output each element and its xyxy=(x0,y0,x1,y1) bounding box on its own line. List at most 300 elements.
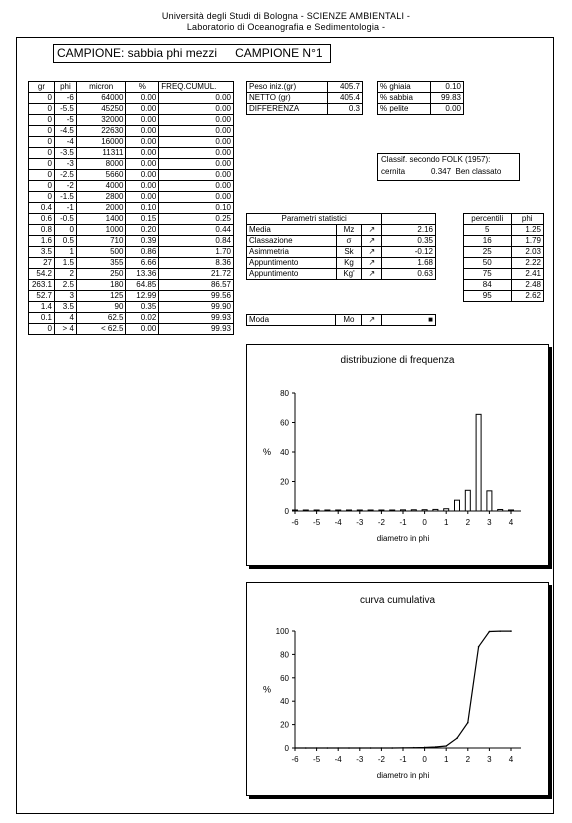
table-cell: 52.7 xyxy=(29,291,55,302)
cumulative-point xyxy=(348,747,350,749)
table-cell: 0.00 xyxy=(126,126,159,137)
histogram-bar xyxy=(303,510,308,511)
cumulative-point xyxy=(391,747,393,749)
table-cell: 0.00 xyxy=(126,137,159,148)
table-row xyxy=(29,324,234,335)
x-tick-label: 1 xyxy=(443,755,449,764)
table-cell: 0.35 xyxy=(126,302,159,313)
table-cell: 500 xyxy=(76,247,126,258)
table-cell: 1000 xyxy=(76,225,126,236)
table-cell: 0.00 xyxy=(159,181,234,192)
histogram-bar xyxy=(444,509,449,511)
x-tick-label: 2 xyxy=(465,755,471,764)
folk-value: 0.347 xyxy=(431,167,452,176)
table-cell: 0.00 xyxy=(159,93,234,104)
folk-classification xyxy=(377,153,520,181)
weight-value: 0.3 xyxy=(328,104,363,115)
table-row xyxy=(29,313,234,324)
table-cell: 0.6 xyxy=(29,214,55,225)
column-header: phi xyxy=(511,214,543,225)
table-cell: 0.00 xyxy=(159,115,234,126)
table-cell: 0.02 xyxy=(126,313,159,324)
weight-row xyxy=(247,93,363,104)
percentile-row xyxy=(464,247,544,258)
x-tick-label: 0 xyxy=(422,518,427,527)
table-cell: 90 xyxy=(76,302,126,313)
statistical-parameters-table xyxy=(246,213,436,280)
table-cell: -3 xyxy=(54,159,76,170)
y-tick-label: 60 xyxy=(280,673,289,683)
percentile-row xyxy=(464,236,544,247)
table-cell: 1400 xyxy=(76,214,126,225)
cumulative-point xyxy=(359,747,361,749)
table-cell: 0 xyxy=(29,324,55,335)
cumulative-point xyxy=(413,747,415,749)
histogram-bar xyxy=(325,510,330,511)
frequency-distribution-chart xyxy=(246,344,549,566)
histogram-bar xyxy=(433,509,438,511)
chart-title: curva cumulativa xyxy=(359,595,436,606)
table-row xyxy=(29,236,234,247)
table-row xyxy=(29,115,234,126)
table-cell: 0 xyxy=(29,115,55,126)
percentile: 25 xyxy=(464,247,512,258)
table-row xyxy=(29,214,234,225)
table-cell: 3.5 xyxy=(54,302,76,313)
table-row xyxy=(29,181,234,192)
table-cell: 16000 xyxy=(76,137,126,148)
moda-arrow: ↗ xyxy=(362,315,382,326)
table-cell: 2.5 xyxy=(54,280,76,291)
histogram-bar xyxy=(347,510,352,511)
histogram-bar xyxy=(379,510,384,511)
table-cell: -1.5 xyxy=(54,192,76,203)
x-tick-label: 2 xyxy=(465,518,471,527)
table-cell: 0.00 xyxy=(126,104,159,115)
percentile: 50 xyxy=(464,258,512,269)
percentile: 16 xyxy=(464,236,512,247)
percentiles-table xyxy=(463,213,544,302)
table-cell: 64.85 xyxy=(126,280,159,291)
fraction-value: 99.83 xyxy=(431,93,464,104)
stat-value: 2.16 xyxy=(382,225,436,236)
weight-label: Peso iniz.(gr) xyxy=(247,82,328,93)
table-cell: 0.00 xyxy=(126,192,159,203)
table-cell: 0.86 xyxy=(126,247,159,258)
x-tick-label: -3 xyxy=(356,518,364,527)
table-cell: 0 xyxy=(29,192,55,203)
cumulative-curve-chart xyxy=(246,582,549,796)
moda-symbol: Mo xyxy=(336,315,362,326)
stats-row xyxy=(247,225,436,236)
table-cell: 45250 xyxy=(76,104,126,115)
histogram-bar xyxy=(368,510,373,511)
x-tick-label: -2 xyxy=(377,518,385,527)
table-row xyxy=(29,291,234,302)
table-row xyxy=(29,126,234,137)
table-cell: -4 xyxy=(54,137,76,148)
cumulative-point xyxy=(424,747,426,749)
table-cell: 0.00 xyxy=(159,126,234,137)
table-row xyxy=(29,170,234,181)
stat-arrow: ↗ xyxy=(362,258,382,269)
table-cell: 0.4 xyxy=(29,203,55,214)
stat-symbol: Mz xyxy=(336,225,362,236)
table-cell: 0.84 xyxy=(159,236,234,247)
x-tick-label: -5 xyxy=(313,755,321,764)
table-cell: 0 xyxy=(29,93,55,104)
histogram-bar xyxy=(390,510,395,511)
grain-size-table xyxy=(28,81,234,335)
y-tick-label: 40 xyxy=(280,697,289,707)
percentile: 75 xyxy=(464,269,512,280)
table-cell: 11311 xyxy=(76,148,126,159)
sample-number: CAMPIONE N°1 xyxy=(235,46,323,60)
table-cell: 0.00 xyxy=(159,192,234,203)
percentiles-header-row xyxy=(464,214,544,225)
x-tick-label: 1 xyxy=(443,518,449,527)
histogram-bar xyxy=(314,510,319,511)
folk-description: Ben classato xyxy=(455,167,502,176)
table-row xyxy=(29,302,234,313)
table-cell: -2.5 xyxy=(54,170,76,181)
column-header: % xyxy=(126,82,159,93)
table-cell: 0.39 xyxy=(126,236,159,247)
x-axis-label: diametro in phi xyxy=(376,534,430,543)
table-cell: 0.00 xyxy=(126,159,159,170)
cumulative-point xyxy=(381,747,383,749)
table-cell: -4.5 xyxy=(54,126,76,137)
percentile-phi: 2.48 xyxy=(511,280,543,291)
table-cell: 62.5 xyxy=(76,313,126,324)
histogram-bar xyxy=(422,510,427,511)
stat-symbol: Kg xyxy=(336,258,362,269)
histogram-bar xyxy=(401,510,406,511)
table-cell: > 4 xyxy=(54,324,76,335)
table-row xyxy=(29,247,234,258)
cumulative-point xyxy=(294,747,296,749)
table-cell: 99.90 xyxy=(159,302,234,313)
moda-row xyxy=(247,315,436,326)
stat-value: 1.68 xyxy=(382,258,436,269)
cumulative-line xyxy=(295,631,511,748)
x-tick-label: -3 xyxy=(356,755,364,764)
table-cell: -6 xyxy=(54,93,76,104)
table-cell: 12.99 xyxy=(126,291,159,302)
percentile-row xyxy=(464,225,544,236)
table-cell: 0.25 xyxy=(159,214,234,225)
table-cell: 125 xyxy=(76,291,126,302)
table-cell: 99.93 xyxy=(159,313,234,324)
table-cell: 0 xyxy=(29,159,55,170)
table-row xyxy=(29,93,234,104)
table-cell: 0.44 xyxy=(159,225,234,236)
fraction-value: 0.00 xyxy=(431,104,464,115)
folk-name: cernita xyxy=(381,167,406,176)
frequency-chart-svg xyxy=(247,345,548,565)
percentile: 5 xyxy=(464,225,512,236)
table-cell: 27 xyxy=(29,258,55,269)
column-header: gr xyxy=(29,82,55,93)
x-tick-label: -4 xyxy=(334,755,342,764)
cumulative-point xyxy=(305,747,307,749)
table-cell: 0.00 xyxy=(126,148,159,159)
stat-arrow: ↗ xyxy=(362,247,382,258)
table-cell: 0 xyxy=(29,104,55,115)
table-cell: 0.1 xyxy=(29,313,55,324)
stats-title-row xyxy=(247,214,436,225)
table-row xyxy=(29,225,234,236)
moda-table xyxy=(246,314,436,326)
histogram-bar xyxy=(465,490,470,511)
fraction-label: % ghiaia xyxy=(378,82,431,93)
stat-symbol: Kg' xyxy=(336,269,362,280)
table-cell: 0.8 xyxy=(29,225,55,236)
percentile: 84 xyxy=(464,280,512,291)
stat-symbol: σ xyxy=(336,236,362,247)
table-row xyxy=(29,148,234,159)
header-laboratory: Laboratorio di Oceanografia e Sedimentologia - xyxy=(186,22,386,32)
stat-arrow: ↗ xyxy=(362,269,382,280)
x-tick-label: -1 xyxy=(399,518,407,527)
cumulative-point xyxy=(467,722,469,724)
table-cell: 0 xyxy=(29,181,55,192)
x-tick-label: 0 xyxy=(422,755,427,764)
table-cell: 0.00 xyxy=(126,170,159,181)
table-cell: 0.00 xyxy=(159,148,234,159)
table-cell: 0.00 xyxy=(126,115,159,126)
percentile: 95 xyxy=(464,291,512,302)
table-cell: 0.10 xyxy=(126,203,159,214)
histogram-bar xyxy=(336,510,341,511)
weight-value: 405.4 xyxy=(328,93,363,104)
cumulative-chart-svg xyxy=(247,583,548,795)
cumulative-point xyxy=(402,747,404,749)
cumulative-point xyxy=(478,646,480,648)
table-cell: 0 xyxy=(29,137,55,148)
table-cell: 0 xyxy=(54,225,76,236)
table-cell: 0.00 xyxy=(126,93,159,104)
cumulative-point xyxy=(456,737,458,739)
table-cell: 0.00 xyxy=(159,137,234,148)
percentile-row xyxy=(464,291,544,302)
table-cell: 2 xyxy=(54,269,76,280)
x-tick-label: -4 xyxy=(334,518,342,527)
y-tick-label: 60 xyxy=(280,418,289,428)
stats-row xyxy=(247,269,436,280)
table-cell: 0.20 xyxy=(126,225,159,236)
stat-label: Media xyxy=(247,225,337,236)
fraction-row xyxy=(378,93,464,104)
table-cell: 13.36 xyxy=(126,269,159,280)
x-tick-label: 3 xyxy=(487,518,492,527)
table-cell: 0.10 xyxy=(159,203,234,214)
y-tick-label: 20 xyxy=(280,477,289,487)
percentile-phi: 2.22 xyxy=(511,258,543,269)
table-cell: 1 xyxy=(54,247,76,258)
stat-value: -0.12 xyxy=(382,247,436,258)
table-cell: -1 xyxy=(54,203,76,214)
percentile-phi: 2.03 xyxy=(511,247,543,258)
y-axis-label: % xyxy=(262,447,272,457)
cumulative-point xyxy=(316,747,318,749)
sample-box xyxy=(53,44,331,63)
fraction-label: % pelite xyxy=(378,104,431,115)
x-tick-label: 3 xyxy=(487,755,492,764)
table-cell: 3.5 xyxy=(29,247,55,258)
cumulative-point xyxy=(435,746,437,748)
y-tick-label: 80 xyxy=(280,650,289,660)
table-cell: 355 xyxy=(76,258,126,269)
table-cell: 0.00 xyxy=(159,159,234,170)
table-cell: 250 xyxy=(76,269,126,280)
table-cell: -2 xyxy=(54,181,76,192)
table-cell: 32000 xyxy=(76,115,126,126)
x-tick-label: 4 xyxy=(508,518,514,527)
table-cell: 0.00 xyxy=(126,181,159,192)
weights-table xyxy=(246,81,363,115)
x-axis-label: diametro in phi xyxy=(376,771,430,780)
table-cell: -3.5 xyxy=(54,148,76,159)
percentile-row xyxy=(464,269,544,280)
column-header: FREQ.CUMUL. xyxy=(159,82,234,93)
folk-title: Classif. secondo FOLK (1957): xyxy=(381,155,491,164)
cumulative-point xyxy=(445,745,447,747)
y-tick-label: 40 xyxy=(280,448,289,457)
y-tick-label: 0 xyxy=(284,744,289,753)
header-university: Università degli Studi di Bologna - SCIENZE AMBIENTALI - xyxy=(161,11,411,21)
fraction-row xyxy=(378,82,464,93)
column-header: micron xyxy=(76,82,126,93)
weight-row xyxy=(247,104,363,115)
table-cell: 2800 xyxy=(76,192,126,203)
table-cell: 21.72 xyxy=(159,269,234,280)
table-row xyxy=(29,159,234,170)
table-cell: 6.66 xyxy=(126,258,159,269)
stat-symbol: Sk xyxy=(336,247,362,258)
stat-value: 0.63 xyxy=(382,269,436,280)
column-header: phi xyxy=(54,82,76,93)
table-cell: 0 xyxy=(29,126,55,137)
table-cell: 0 xyxy=(29,170,55,181)
weight-label: DIFFERENZA xyxy=(247,104,328,115)
stats-title: Parametri statistici xyxy=(247,214,382,225)
stats-row xyxy=(247,236,436,247)
cumulative-point xyxy=(499,630,501,632)
table-cell: 0.00 xyxy=(126,324,159,335)
fraction-label: % sabbia xyxy=(378,93,431,104)
histogram-bar xyxy=(455,500,460,511)
stats-row xyxy=(247,247,436,258)
table-cell: 263.1 xyxy=(29,280,55,291)
column-header: percentili xyxy=(464,214,512,225)
histogram-bar xyxy=(509,510,514,511)
histogram-bar xyxy=(498,509,503,511)
table-row xyxy=(29,203,234,214)
percentile-row xyxy=(464,258,544,269)
table-row xyxy=(29,104,234,115)
table-cell: 99.56 xyxy=(159,291,234,302)
table-row xyxy=(29,137,234,148)
table-cell: 1.70 xyxy=(159,247,234,258)
table-cell: 8.36 xyxy=(159,258,234,269)
table-cell: 1.4 xyxy=(29,302,55,313)
x-tick-label: 4 xyxy=(508,755,514,764)
table-cell: 3 xyxy=(54,291,76,302)
table-row xyxy=(29,192,234,203)
y-tick-label: 80 xyxy=(280,389,289,398)
table-cell: 0.5 xyxy=(54,236,76,247)
table-header-row xyxy=(29,82,234,93)
table-row xyxy=(29,258,234,269)
x-tick-label: -6 xyxy=(291,755,299,764)
moda-value: ■ xyxy=(382,315,436,326)
y-tick-label: 0 xyxy=(284,507,289,516)
weight-label: NETTO (gr) xyxy=(247,93,328,104)
table-cell: 0 xyxy=(29,148,55,159)
x-tick-label: -1 xyxy=(399,755,407,764)
percentile-phi: 2.41 xyxy=(511,269,543,280)
weight-value: 405.7 xyxy=(328,82,363,93)
stat-label: Asimmetria xyxy=(247,247,337,258)
chart-title: distribuzione di frequenza xyxy=(340,355,455,366)
percentile-phi: 1.79 xyxy=(511,236,543,247)
percentile-phi: 1.25 xyxy=(511,225,543,236)
histogram-bar xyxy=(357,510,362,511)
table-cell: 99.93 xyxy=(159,324,234,335)
percentile-row xyxy=(464,280,544,291)
fraction-row xyxy=(378,104,464,115)
table-cell: 1.5 xyxy=(54,258,76,269)
stat-value: 0.35 xyxy=(382,236,436,247)
table-cell: 2000 xyxy=(76,203,126,214)
fractions-table xyxy=(377,81,464,115)
table-cell: 0.00 xyxy=(159,170,234,181)
y-axis-label: % xyxy=(262,684,272,695)
stat-label: Classazione xyxy=(247,236,337,247)
sample-label: CAMPIONE: sabbia phi mezzi xyxy=(57,46,218,60)
table-cell: 710 xyxy=(76,236,126,247)
cumulative-point xyxy=(370,747,372,749)
moda-label: Moda xyxy=(247,315,336,326)
stat-label: Appuntimento xyxy=(247,269,337,280)
table-row xyxy=(29,269,234,280)
x-tick-label: -5 xyxy=(313,518,321,527)
cumulative-point xyxy=(510,630,512,632)
histogram-bar xyxy=(476,414,481,511)
table-cell: 8000 xyxy=(76,159,126,170)
histogram-bar xyxy=(293,510,298,511)
fraction-value: 0.10 xyxy=(431,82,464,93)
table-cell: 4 xyxy=(54,313,76,324)
cumulative-point xyxy=(327,747,329,749)
stat-label: Appuntimento xyxy=(247,258,337,269)
percentile-phi: 2.62 xyxy=(511,291,543,302)
y-tick-label: 100 xyxy=(275,627,289,636)
table-cell: 1.6 xyxy=(29,236,55,247)
histogram-bar xyxy=(411,510,416,511)
table-cell: -5.5 xyxy=(54,104,76,115)
table-cell: 86.57 xyxy=(159,280,234,291)
histogram-bar xyxy=(487,491,492,511)
table-row xyxy=(29,280,234,291)
table-cell: < 62.5 xyxy=(76,324,126,335)
table-cell: 22630 xyxy=(76,126,126,137)
cumulative-point xyxy=(337,747,339,749)
x-tick-label: -2 xyxy=(377,755,385,764)
x-tick-label: -6 xyxy=(291,518,299,527)
weight-row xyxy=(247,82,363,93)
